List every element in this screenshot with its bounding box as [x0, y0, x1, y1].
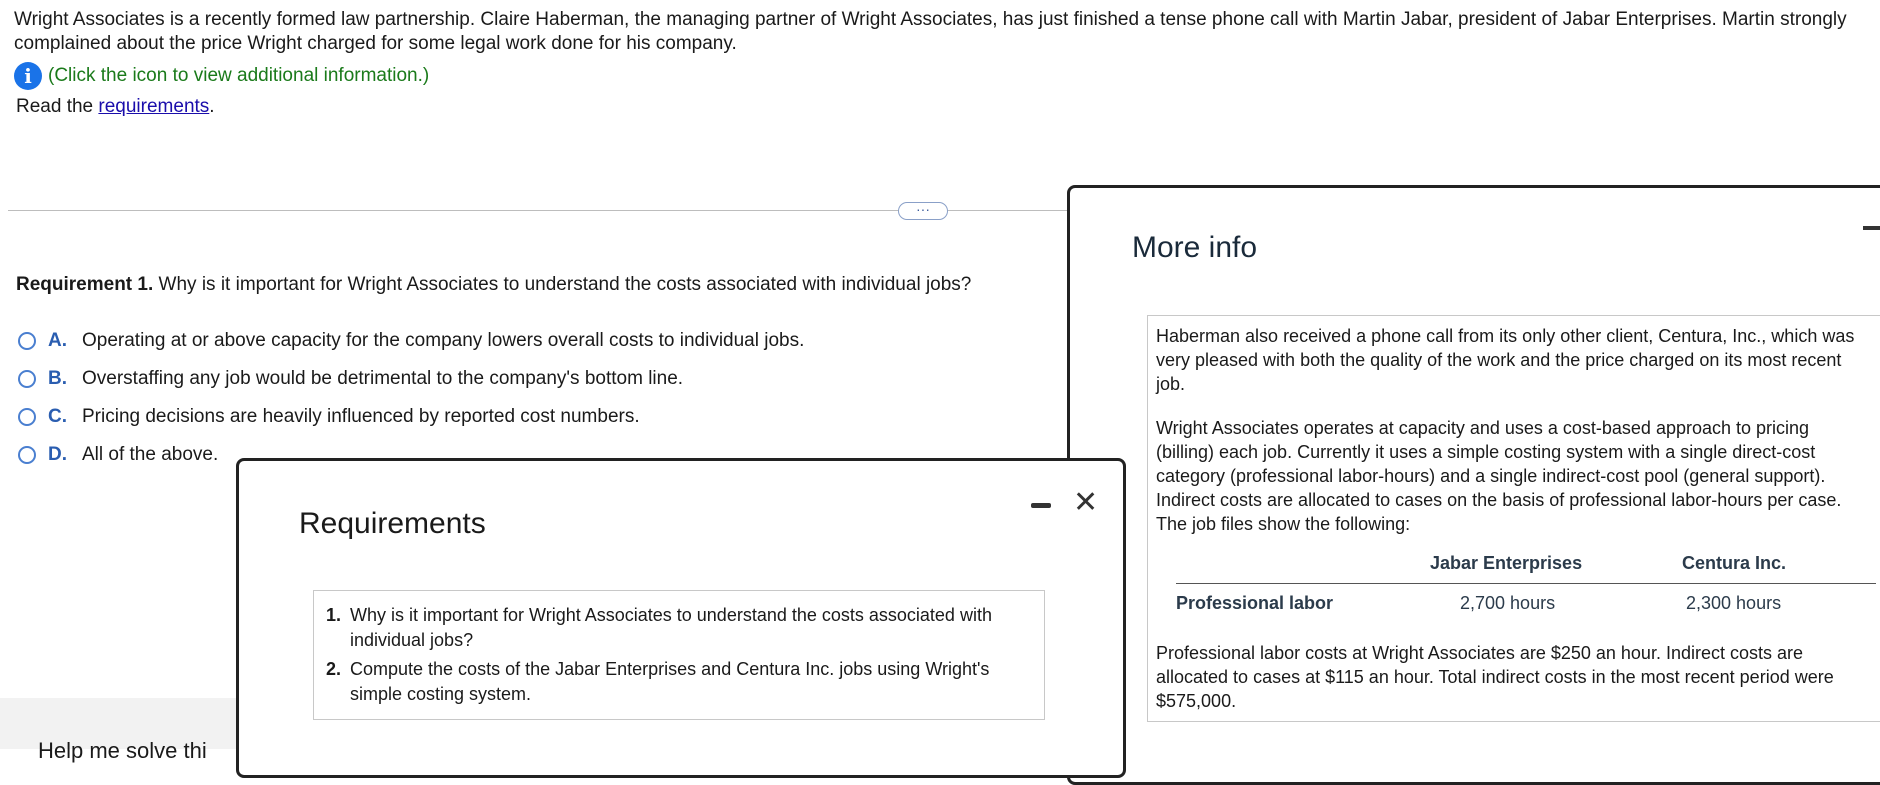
- close-icon[interactable]: ✕: [1073, 486, 1099, 519]
- read-suffix: .: [209, 96, 215, 117]
- more-info-dialog: [1067, 185, 1880, 785]
- requirement-item-text: Compute the costs of the Jabar Enterprises and Centura Inc. jobs using Wright's simple costing system.: [350, 659, 990, 704]
- requirement-question: [16, 274, 971, 296]
- info-icon[interactable]: i: [14, 62, 42, 90]
- row-label-professional-labor: Professional labor: [1176, 593, 1334, 613]
- requirement-text: Why is it important for Wright Associates to understand the costs associated with individual jobs?: [158, 274, 972, 295]
- requirement-item: [326, 657, 1030, 707]
- radio-icon[interactable]: [18, 408, 36, 426]
- table-rule: [1176, 583, 1876, 584]
- read-requirements-line: [16, 96, 215, 118]
- option-b[interactable]: [18, 360, 804, 398]
- option-letter: B.: [48, 368, 67, 389]
- read-prefix: Read the: [16, 96, 94, 117]
- more-info-content: [1147, 315, 1880, 722]
- minimize-icon[interactable]: [1863, 226, 1880, 230]
- option-a[interactable]: [18, 322, 804, 360]
- option-text: Overstaffing any job would be detrimental to the company's bottom line.: [82, 368, 684, 389]
- requirement-item-text: Why is it important for Wright Associates to understand the costs associated with individual jobs?: [350, 605, 992, 650]
- value-jabar-hours: 2,700 hours: [1460, 593, 1556, 613]
- option-c[interactable]: [18, 398, 804, 436]
- col-header-centura: Centura Inc.: [1682, 553, 1787, 573]
- option-letter: C.: [48, 406, 67, 427]
- requirements-link[interactable]: requirements: [98, 96, 210, 117]
- additional-info-row: [14, 62, 429, 90]
- info-note: (Click the icon to view additional information.): [48, 65, 430, 86]
- option-letter: A.: [48, 330, 67, 351]
- option-text: Operating at or above capacity for the company lowers overall costs to individual jobs.: [82, 330, 805, 351]
- radio-icon[interactable]: [18, 332, 36, 350]
- requirement-item: [326, 603, 1030, 653]
- more-info-para-3: Professional labor costs at Wright Associates are $250 an hour. Indirect costs are allocated to cases at $115 an hour. Total indirect costs in the most recent period were $575,000.: [1156, 643, 1834, 711]
- minimize-icon[interactable]: [1031, 503, 1051, 508]
- help-me-solve-button[interactable]: Help me solve thi: [38, 738, 207, 763]
- option-text: Pricing decisions are heavily influenced by reported cost numbers.: [82, 406, 640, 427]
- requirement-number: 2.: [326, 659, 342, 679]
- requirements-list: [313, 590, 1045, 720]
- requirements-title: Requirements: [299, 507, 486, 540]
- radio-icon[interactable]: [18, 446, 36, 464]
- option-text: All of the above.: [82, 444, 219, 465]
- answer-options: [18, 322, 804, 474]
- expand-dots-button[interactable]: ···: [898, 202, 948, 220]
- more-info-title: More info: [1132, 231, 1258, 264]
- more-info-para-1: Haberman also received a phone call from its only other client, Centura, Inc., which was very pleased with both the quality of the work and the price charged on its most recent job.: [1156, 326, 1855, 394]
- requirement-number: 1.: [326, 605, 342, 625]
- radio-icon[interactable]: [18, 370, 36, 388]
- col-header-jabar: Jabar Enterprises: [1430, 553, 1583, 573]
- value-centura-hours: 2,300 hours: [1686, 593, 1782, 613]
- requirement-label: Requirement 1.: [16, 274, 154, 295]
- problem-intro: Wright Associates is a recently formed law partnership. Claire Haberman, the managing partner of Wright Associates, has just finished a tense phone call with Martin Jabar, president of Jabar Enterprises. Martin strongly complained about the price Wright charged for some legal work done for his company.: [14, 9, 1847, 54]
- more-info-para-2: Wright Associates operates at capacity and uses a cost-based approach to pricing (billing) each job. Currently it uses a simple costing system with a single direct-cost category (professional labor-hours) and a single indirect-cost pool (general support). Indirect costs are allocated to cases on the basis of professional labor-hours per case. The job files show the following:: [1156, 418, 1842, 534]
- requirements-dialog: [236, 458, 1126, 778]
- option-letter: D.: [48, 444, 67, 465]
